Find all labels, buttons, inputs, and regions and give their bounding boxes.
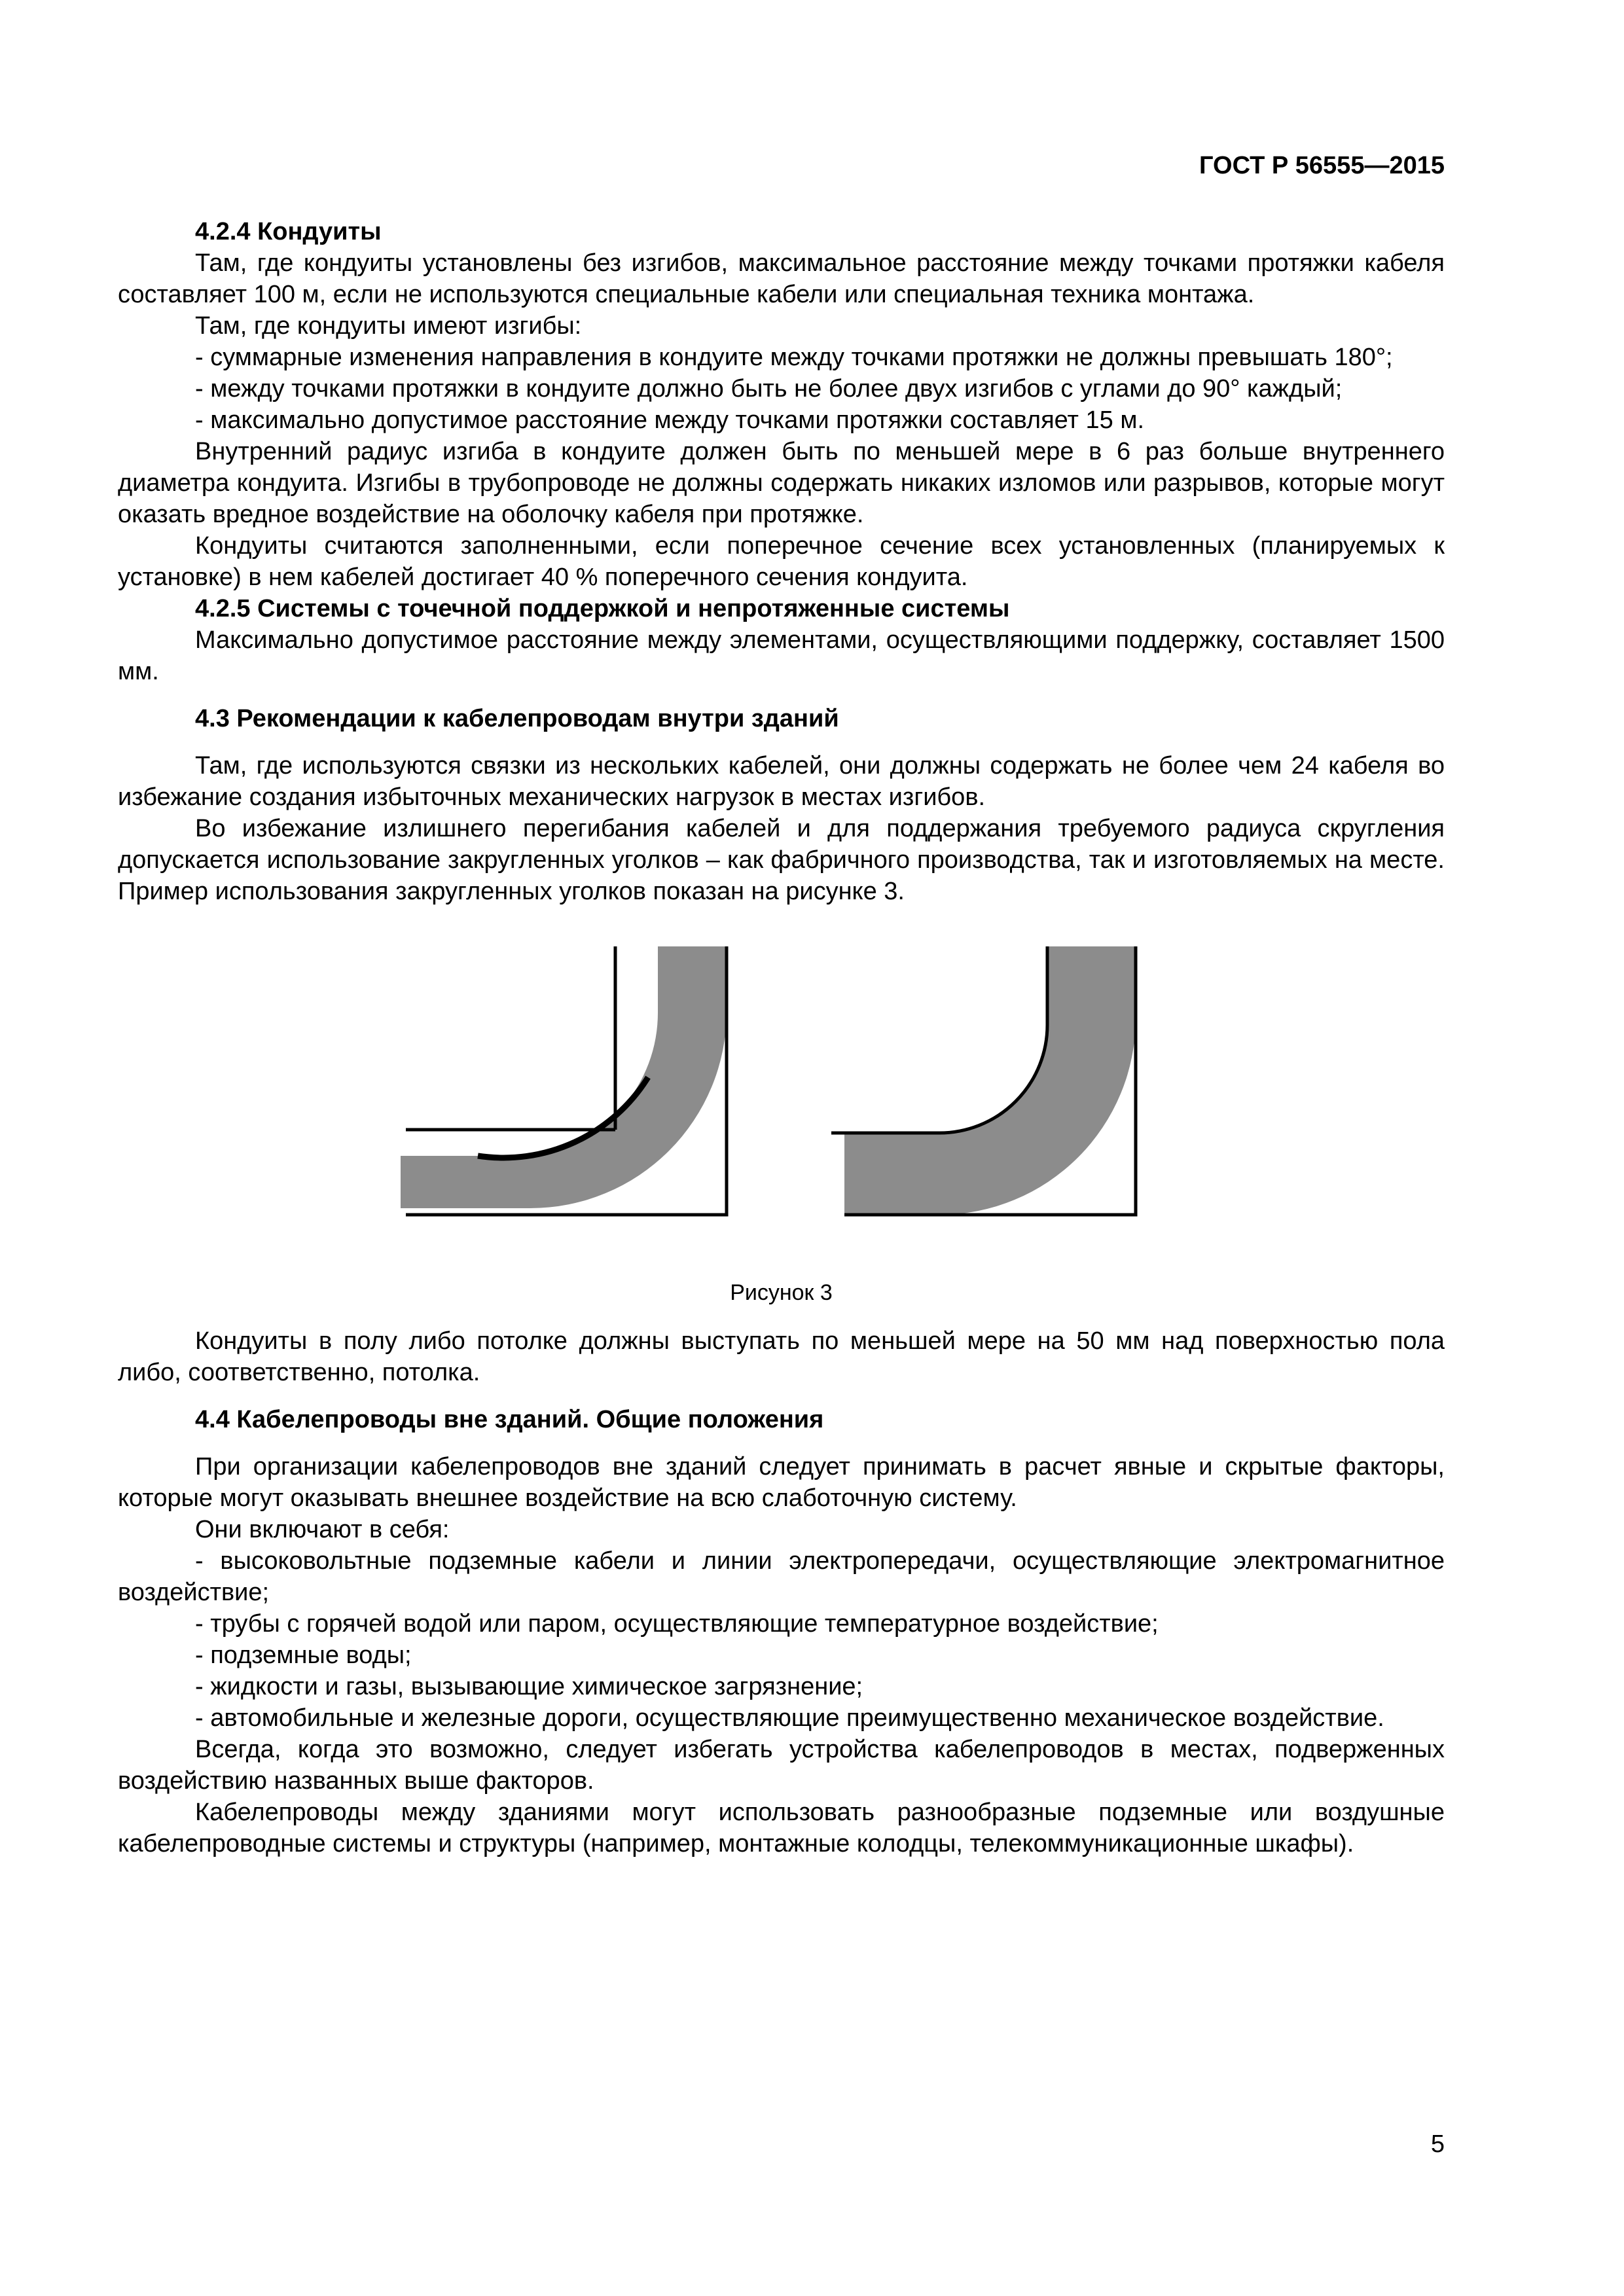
smooth-bend-diagram [831,946,1136,1215]
paragraph: Во избежание излишнего перегибания кабелей и для поддержания требуемого радиуса скругления допускается использование закругленных уголков – как фабричного производства, так и изготовляемых на месте. Пример использования закругленных уголков показан на рисунке 3. [118,815,1445,905]
section-heading-4-2-4: 4.2.4 Кондуиты [195,218,382,245]
section-heading-4-4: 4.4 Кабелепроводы вне зданий. Общие положения [195,1406,824,1433]
paragraph: Там, где используются связки из нескольких кабелей, они должны содержать не более чем 24 кабеля во избежание создания избыточных механических нагрузок в местах изгибов. [118,752,1445,811]
list-item: - трубы с горячей водой или паром, осуществляющие температурное воздействие; [195,1610,1159,1638]
conduit-bend-shape [401,946,727,1208]
paragraph: Они включают в себя: [195,1516,450,1543]
section-heading-4-3: 4.3 Рекомендации к кабелепроводам внутри зданий [195,705,839,732]
paragraph: При организации кабелепроводов вне зданий следует принимать в расчет явные и скрытые факторы, которые могут оказывать внешнее воздействие на всю слаботочную систему. [118,1453,1445,1512]
document-header-title: ГОСТ Р 56555—2015 [1199,152,1445,179]
figure-rounded-corners [118,933,1445,1274]
list-item: - жидкости и газы, вызывающие химическое загрязнение; [195,1673,863,1700]
list-item: - автомобильные и железные дороги, осуществляющие преимущественно механическое воздействие. [195,1704,1384,1732]
paragraph: Там, где кондуиты имеют изгибы: [195,312,582,340]
bend-with-corner-diagram [401,946,727,1215]
paragraph: Кондуиты считаются заполненными, если поперечное сечение всех установленных (планируемых к установке) в нем кабелей достигает 40 % поперечного сечения кондуита. [118,532,1445,591]
figure-caption: Рисунок 3 [730,1280,833,1305]
list-item: - подземные воды; [195,1641,412,1669]
page-content [118,216,1445,1859]
paragraph: Кондуиты в полу либо потолке должны выступать по меньшей мере на 50 мм над поверхностью пола либо, соответственно, потолка. [118,1327,1445,1386]
list-item: - высоковольтные подземные кабели и линии электропередачи, осуществляющие электромагнитное воздействие; [118,1547,1445,1606]
paragraph: Внутренний радиус изгиба в кондуите должен быть по меньшей мере в 6 раз больше внутреннего диаметра кондуита. Изгибы в трубопроводе не должны содержать никаких изломов или разрывов, которые могут оказать вредное воздействие на оболочку кабеля при протяжке. [118,438,1445,528]
paragraph: Максимально допустимое расстояние между элементами, осуществляющими поддержку, составляет 1500 мм. [118,626,1445,685]
section-heading-4-2-5: 4.2.5 Системы с точечной поддержкой и непротяженные системы [195,595,1010,622]
list-item: - максимально допустимое расстояние между точками протяжки составляет 15 м. [195,406,1145,434]
paragraph: Всегда, когда это возможно, следует избегать устройства кабелепроводов в местах, подверженных воздействию названных выше факторов. [118,1736,1445,1795]
paragraph: Кабелепроводы между зданиями могут использовать разнообразные подземные или воздушные кабелепроводные системы и структуры (например, монтажные колодцы, телекоммуникационные шкафы). [118,1799,1445,1857]
list-item: - между точками протяжки в кондуите должно быть не более двух изгибов с углами до 90° каждый; [195,375,1343,403]
figure-diagram [118,933,1445,1274]
conduit-smooth-bend-shape [844,946,1136,1215]
page-number: 5 [1430,2130,1445,2158]
paragraph: Там, где кондуиты установлены без изгибов, максимальное расстояние между точками протяжки кабеля составляет 100 м, если не используются специальные кабели или специальная техника монтажа. [118,249,1445,308]
list-item: - суммарные изменения направления в кондуите между точками протяжки не должны превышать 180°; [195,344,1393,371]
